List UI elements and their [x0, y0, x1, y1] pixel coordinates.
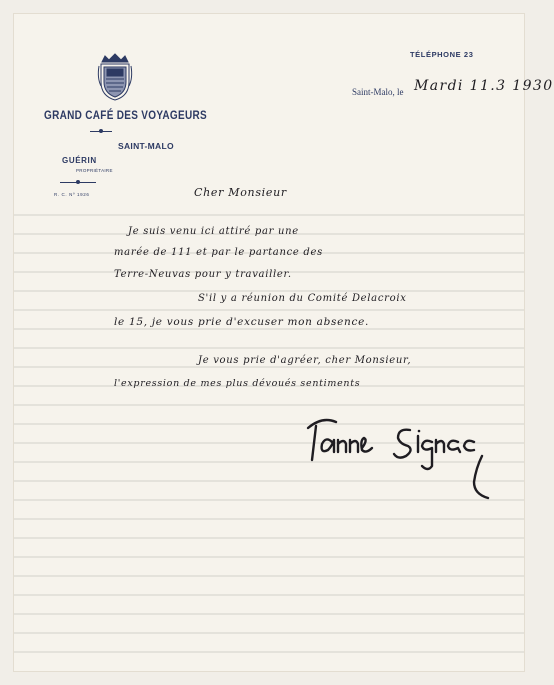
establishment-name: GRAND CAFÉ DES VOYAGEURS [44, 110, 207, 123]
letterhead-divider [60, 182, 96, 183]
letter-date: Mardi 11.3 1930 [414, 78, 554, 94]
signature-mark [302, 406, 502, 516]
owner-name: GUÉRIN [62, 156, 97, 165]
signature [302, 406, 502, 516]
body-line: le 15, je vous prie d'excuser mon absence. [114, 316, 370, 328]
telephone-number: TÉLÉPHONE 23 [410, 50, 474, 59]
letter-sheet [14, 14, 554, 671]
body-line: Terre-Neuvas pour y travailler. [114, 269, 292, 280]
registry-number: R. C. Nº 1926 [54, 192, 90, 197]
body-line: Je suis venu ici attiré par une [128, 226, 299, 237]
dateline-place: Saint-Malo, le [352, 87, 404, 97]
body-line: S'il y a réunion du Comité Delacroix [198, 293, 407, 304]
owner-title: PROPRIÉTAIRE [76, 168, 113, 173]
establishment-city: SAINT-MALO [118, 141, 174, 151]
closing-line: l'expression de mes plus dévoués sentiments [114, 378, 361, 389]
salutation: Cher Monsieur [194, 186, 287, 199]
closing-line: Je vous prie d'agréer, cher Monsieur, [198, 355, 412, 366]
letterhead-divider [90, 131, 112, 132]
coat-of-arms-icon [98, 52, 132, 102]
body-line: marée de 111 et par le partance des [114, 247, 323, 258]
